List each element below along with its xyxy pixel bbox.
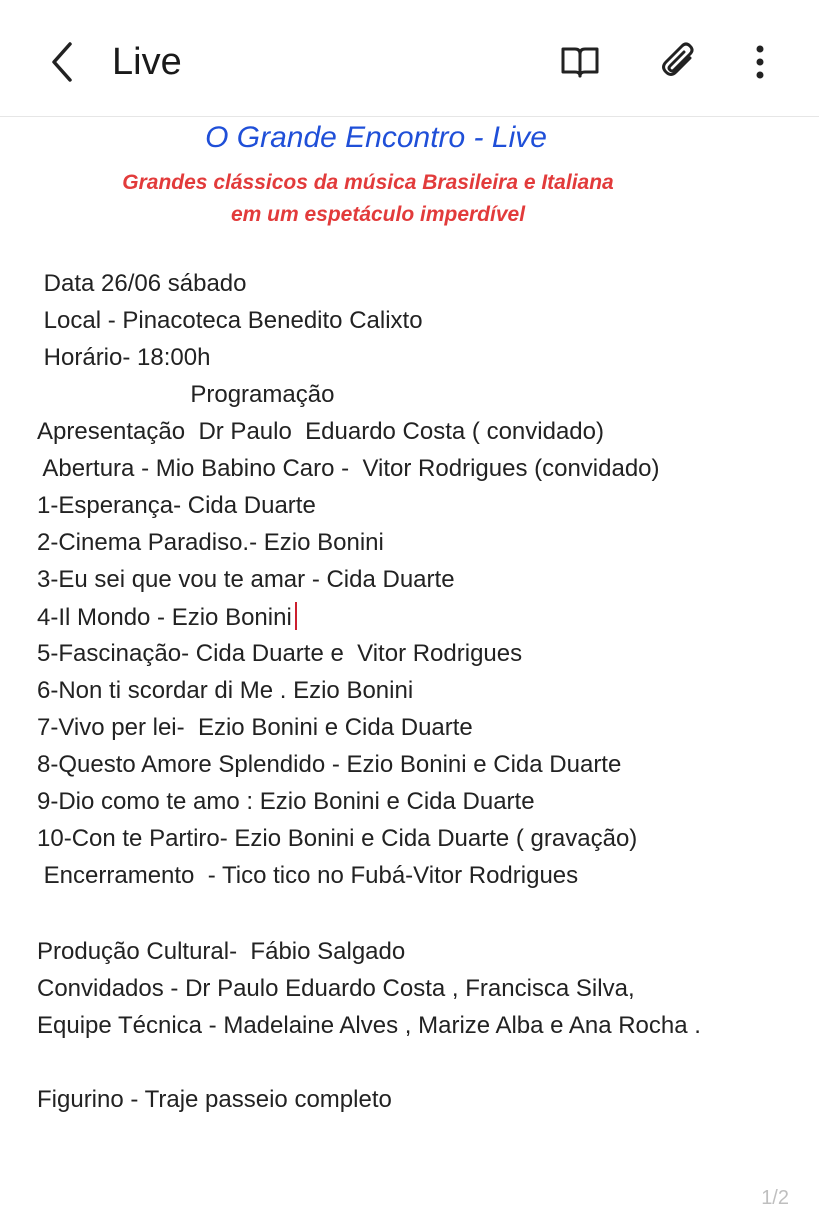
program-line: Abertura - Mio Babino Caro - Vitor Rodrigues (convidado) xyxy=(37,455,660,482)
event-subheading-1: Grandes clássicos da música Brasileira e Italiana xyxy=(122,171,614,194)
program-line: 6-Non ti scordar di Me . Ezio Bonini xyxy=(37,677,414,704)
page-indicator: 1/2 xyxy=(761,1187,789,1209)
time-line: Horário- 18:00h xyxy=(37,344,211,371)
event-heading: O Grande Encontro - Live xyxy=(205,121,547,154)
book-icon xyxy=(560,44,600,80)
back-button[interactable] xyxy=(38,36,86,88)
program-line: 2-Cinema Paradiso.- Ezio Bonini xyxy=(37,529,384,556)
location-line: Local - Pinacoteca Benedito Calixto xyxy=(37,307,423,334)
more-vertical-icon xyxy=(754,42,766,82)
production-line: Produção Cultural- Fábio Salgado xyxy=(37,938,406,965)
guests-line: Convidados - Dr Paulo Eduardo Costa , Francisca Silva, xyxy=(37,975,635,1002)
top-app-bar xyxy=(0,0,819,117)
technical-team-line: Equipe Técnica - Madelaine Alves , Marize Alba e Ana Rocha . xyxy=(37,1012,701,1039)
program-line: 4-Il Mondo - Ezio Bonini xyxy=(37,604,292,631)
paperclip-icon xyxy=(660,40,700,84)
more-options-button[interactable] xyxy=(736,38,784,86)
program-line: 10-Con te Partiro- Ezio Bonini e Cida Duarte ( gravação) xyxy=(37,825,638,852)
event-subheading-2: em um espetáculo imperdível xyxy=(230,203,526,226)
closing-line: Encerramento - Tico tico no Fubá-Vitor Rodrigues xyxy=(37,862,579,889)
dress-code-line: Figurino - Traje passeio completo xyxy=(37,1086,392,1113)
program-line: 7-Vivo per lei- Ezio Bonini e Cida Duarte xyxy=(37,714,473,741)
note-title: Live xyxy=(112,41,182,83)
text-cursor xyxy=(295,602,297,630)
program-line: 9-Dio como te amo : Ezio Bonini e Cida Duarte xyxy=(37,788,535,815)
program-line: 3-Eu sei que vou te amar - Cida Duarte xyxy=(37,566,455,593)
attach-button[interactable] xyxy=(656,38,704,86)
program-line-with-cursor xyxy=(37,602,297,633)
date-line: Data 26/06 sábado xyxy=(37,270,247,297)
program-line: 8-Questo Amore Splendido - Ezio Bonini e Cida Duarte xyxy=(37,751,622,778)
program-line: Apresentação Dr Paulo Eduardo Costa ( convidado) xyxy=(37,418,604,445)
program-heading: Programação xyxy=(37,381,335,408)
program-line: 1-Esperança- Cida Duarte xyxy=(37,492,316,519)
reading-mode-button[interactable] xyxy=(556,38,604,86)
program-line: 5-Fascinação- Cida Duarte e Vitor Rodrigues xyxy=(37,640,523,667)
back-arrow-icon xyxy=(48,40,76,84)
note-body[interactable] xyxy=(0,117,819,1209)
